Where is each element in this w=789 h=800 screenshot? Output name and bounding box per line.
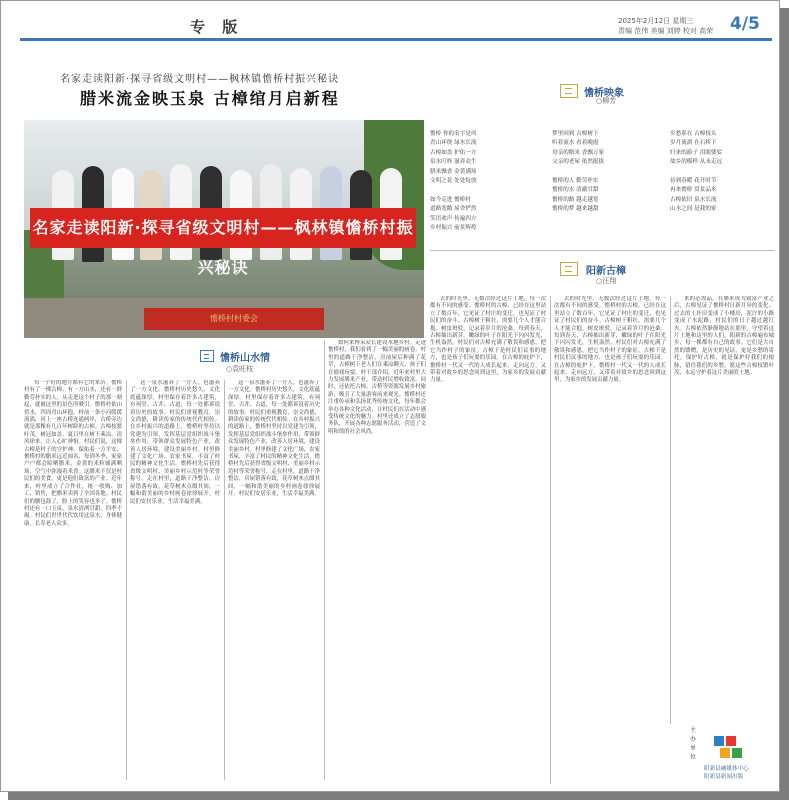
article-column xyxy=(24,380,122,780)
sponsor-label: 主办单位 xyxy=(690,727,697,761)
column-divider xyxy=(324,340,325,780)
poem-line: 梦里回到 古樟树下 xyxy=(552,131,599,137)
article-column xyxy=(674,296,774,720)
poem-line: 古樟依旧 泉水长流 xyxy=(670,196,717,203)
poem-line: 母亲的腊米 香飘万家 xyxy=(552,149,605,156)
article-byline-3: ○汪翔 xyxy=(596,277,617,285)
page-shadow-bottom xyxy=(8,792,789,800)
article-title-1: 憺桥山水情 xyxy=(220,353,270,364)
header-rule xyxy=(20,38,772,41)
column-divider xyxy=(224,380,225,780)
poem-line xyxy=(670,168,774,177)
column-text: 这一泉水滋养了一方人，也滋养了一方文化。憺桥村历史悠久，文化底蕴深厚。村里保存着许多古建筑，有祠堂、古井、古道，每一处都诉说着历史的故事。村民们重视教育，崇文尚德，耕读传家的传统代代相传。在乡村振兴的道路上，憺桥村坚持以党建为引领，发挥基层党组织战斗堡垒作用，带领群众发展特色产业，改善人居环境，建设美丽乡村。村里修建了文化广场、农家书屋，丰富了村民的精神文化生活。憺桥村先后获得省级文明村、美丽乡村示范村等荣誉称号。走在村里，道路干净整洁，房屋错落有致，花草树木点缀其间，一幅和谐美丽的乡村画卷徐徐展开。村民们安居乐业，生活幸福美满。 xyxy=(130,380,220,505)
logo-text: 阳新县新闻出版 xyxy=(704,774,744,780)
media-logo-icon xyxy=(712,732,746,760)
column-divider xyxy=(670,296,671,724)
group-photo xyxy=(24,120,424,338)
column-text: 去的时光里，无数次经过这片土地，每一次都有不同的感受。憺桥村的古樟，已经在这里站立了数百年，它见证了村庄的变迁，也见证了村民们的奋斗。古樟树干粗壮，需要几个人才能合抱，树皮斑驳，记录着岁月的沧桑。每到春天，古樟抽出新芽，嫩绿的叶子在阳光下闪闪发光，生机盎然。村民们对古樟充满了敬畏和感恩，把它当作村子的象征。古樟下是村民们议事的地方，也是孩子们玩耍的乐园。在古樟的庇护下，憺桥村一代又一代的人成长起来，走向远方，又带着对故乡的思念回到这里，为家乡的发展贡献力量。 xyxy=(554,296,666,384)
poem-column-mid xyxy=(552,130,656,240)
lead-kicker: 名家走读阳新·探寻省级文明村——枫林镇憺桥村振兴秘诀 xyxy=(60,74,340,85)
poem-line: 待到春暖 花开时节 xyxy=(670,178,717,185)
article-column xyxy=(130,380,220,780)
lead-headline: 腊米流金映玉泉 古樟绾月启新程 xyxy=(80,89,340,108)
photo-sign: 憺桥村村委会 xyxy=(144,308,324,330)
poem-line: 青山环绕 绿水长流 xyxy=(430,140,477,147)
article-column xyxy=(430,296,546,784)
logo-text: 阳新县融媒体中心 xyxy=(704,766,749,772)
poem-line: 腊米飘香 金黄满场 xyxy=(430,168,477,175)
poem-line: 山水之间 是我的家 xyxy=(670,206,717,213)
poem-line: 乡村振兴 前景辉煌 xyxy=(430,225,477,232)
poem-line: 故乡的模样 从未走远 xyxy=(670,159,723,166)
poem-line: 憺桥的路 越走越宽 xyxy=(552,196,599,203)
column-text: 每一个好的地方都有它的来历。憺桥村有了一棵古樟，有一方山水，还有一群勤劳朴实的人。从走进这个村子的那一刻起，就被这里的景色所吸引。憺桥村依山傍水，四周青山环抱，村前一条小河缓缓流淌，河上一座古桥连通两岸，古桥旁边就是那棵有几百年树龄的古樟。古樟枝繁叶茂，树冠如盖，夏日里在树下乘凉，清风徐来，让人心旷神怡。村民们说，这棵古樟是村子的守护神，保佑着一方平安。憺桥村的腊米远近闻名，每到冬季，家家户户都会晾晒腊米，金黄的米粒铺满晒场，空气中弥漫着米香。这腊米不仅是村民们的美食，更是他们致富的产业。近年来，村里成立了合作社，统一收购、加工、销售，把腊米卖到了全国各地。村民们的腰包鼓了，脸上的笑容也多了。憺桥村还有一口玉泉，泉水清冽甘甜，四季不竭。村民们世世代代饮用这泉水，身体健康，长寿老人众多。 xyxy=(24,380,122,527)
column-text: 来的必需品。在腊米成为致富产业之后，古樟见证了憺桥村日新月异的变化。过去的土坯房变成了小楼房，泥泞的小路变成了水泥路，村民们的日子越过越红火。古樟依然静静地站在那里，守望着这片土地和这里的人们。阳新的古樟遍布城乡，每一棵都有自己的故事。它们是大自然的馈赠，是历史的见证，更是乡愁的寄托。保护好古樟，就是保护好我们的根脉，留住我们的乡愁。愿这些古樟枝繁叶茂，永远守护着这片美丽的土地。 xyxy=(674,296,774,377)
page-shadow-right xyxy=(780,8,789,800)
poem-line: 笑语欢声 传遍四方 xyxy=(430,215,477,222)
article-icon xyxy=(560,84,578,98)
poem-line: 归来的游子 泪眼婆娑 xyxy=(670,149,723,156)
poem-line: 如今走进 憺桥村 xyxy=(430,196,471,203)
article-icon xyxy=(200,350,214,362)
poem-line: 憺桥的人 勤劳朴实 xyxy=(552,178,599,185)
column-text: 如何来博采众长建设本地乡村。走进憺桥村，我们看到了一幅美丽的画卷。村里的道路干净整洁，房前屋后种满了花草，古樟树下老人们在乘凉聊天，孩子们在嬉戏玩耍。村干部介绍，近年来村里大力发展腊米产业，带动村民增收致富。同时，还依托古樟、古桥等资源发展乡村旅游，吸引了大量游客前来观光。憺桥村还注重传承和弘扬优秀传统文化，每年都会举办各种文化活动，让村民们在活动中感受传统文化的魅力。村里还成立了志愿服务队，开展各种志愿服务活动，营造了文明和谐的社会风尚。 xyxy=(328,340,426,435)
section-name: 专 版 xyxy=(190,18,244,36)
article-icon xyxy=(560,262,578,276)
article-title-2: 憺桥映象 xyxy=(584,88,624,99)
article-column xyxy=(228,380,320,780)
poem-line: 泉水叮咚 滋养众生 xyxy=(430,159,477,166)
poem-line: 再来憺桥 赏景品米 xyxy=(670,187,717,194)
article-column xyxy=(328,340,426,780)
section-divider xyxy=(430,250,774,251)
poem-line: 父亲的老屋 依然挺拔 xyxy=(552,159,605,166)
poem-line: 文明之花 处处绽放 xyxy=(430,178,477,185)
poem-line: 听着流水 看着晚霞 xyxy=(552,140,599,147)
poem-line: 古樟如盖 护佑一方 xyxy=(430,149,477,156)
poem-line: 岁月流淌 在石桥下 xyxy=(670,140,717,147)
poem-column-left xyxy=(430,130,534,240)
poem-line: 憺桥 你的名字是风 xyxy=(430,131,477,137)
column-text: 去的时光里，无数次经过这片土地，每一次都有不同的感受。憺桥村的古樟，已经在这里站立了数百年，它见证了村庄的变迁，也见证了村民们的奋斗。古樟树干粗壮，需要几个人才能合抱，树皮斑驳，记录着岁月的沧桑。每到春天，古樟抽出新芽，嫩绿的叶子在阳光下闪闪发光，生机盎然。村民们对古樟充满了敬畏和感恩，把它当作村子的象征。古樟下是村民们议事的地方，也是孩子们玩耍的乐园。在古樟的庇护下，憺桥村一代又一代的人成长起来，走向远方，又带着对故乡的思念回到这里，为家乡的发展贡献力量。 xyxy=(430,296,546,384)
column-text: 这一泉水滋养了一方人，也滋养了一方文化。憺桥村历史悠久，文化底蕴深厚。村里保存着许多古建筑，有祠堂、古井、古道，每一处都诉说着历史的故事。村民们重视教育，崇文尚德，耕读传家的传统代代相传。在乡村振兴的道路上，憺桥村坚持以党建为引领，发挥基层党组织战斗堡垒作用，带领群众发展特色产业，改善人居环境，建设美丽乡村。村里修建了文化广场、农家书屋，丰富了村民的精神文化生活。憺桥村先后获得省级文明村、美丽乡村示范村等荣誉称号。走在村里，道路干净整洁，房屋错落有致，花草树木点缀其间，一幅和谐美丽的乡村画卷徐徐展开。村民们安居乐业，生活幸福美满。 xyxy=(228,380,320,498)
page-number: 4/5 xyxy=(730,14,760,34)
poem-line xyxy=(430,186,534,195)
poem-line: 憺桥的水 清澈甘甜 xyxy=(552,187,599,194)
column-divider xyxy=(550,296,551,784)
article-title-3: 阳新古樟 xyxy=(586,266,626,277)
issue-meta: 责编 范伟 美编 刘婷 校对 高荣 xyxy=(618,27,714,35)
issue-date: 2025年2月12日 星期三 xyxy=(618,17,694,25)
poem-line: 乡愁系在 古樟枝头 xyxy=(670,131,717,137)
article-column xyxy=(554,296,666,784)
poem-column-right xyxy=(670,130,774,240)
poem-line: 憺桥的梦 越来越甜 xyxy=(552,206,599,213)
poem-line: 道路宽敞 屋舍俨然 xyxy=(430,206,477,213)
article-byline-1: ○袁旺枝 xyxy=(226,365,254,373)
article-byline-2: ○柳芳 xyxy=(596,97,617,105)
column-divider xyxy=(126,380,127,780)
photo-banner: 名家走读阳新·探寻省级文明村——枫林镇憺桥村振兴秘诀 xyxy=(30,208,416,248)
poem-line xyxy=(552,168,656,177)
